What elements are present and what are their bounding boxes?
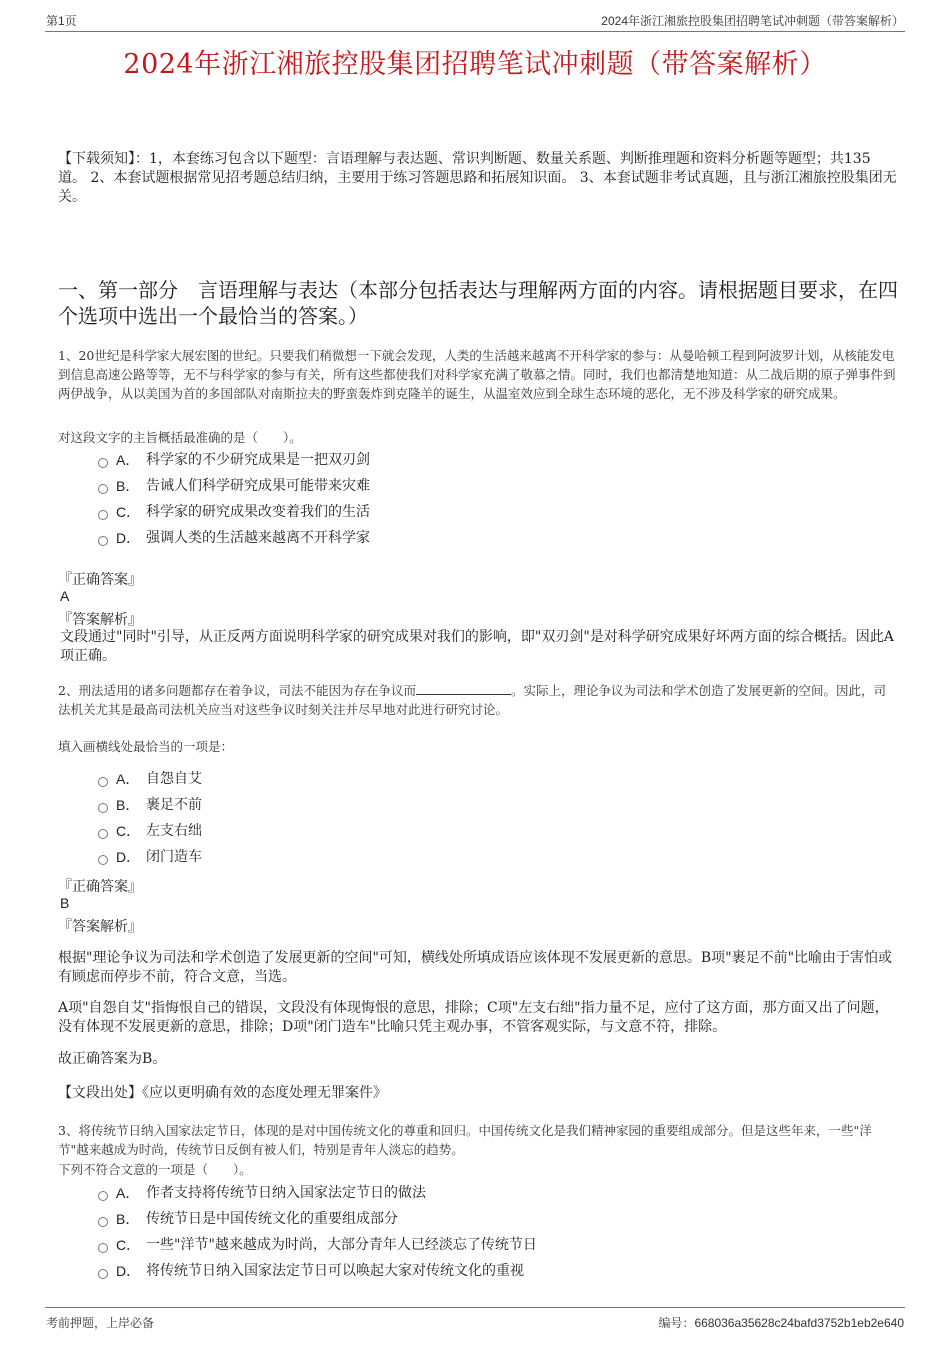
- question-2-analysis-2: A项"自怨自艾"指悔恨自己的错误，文段没有体现悔恨的意思，排除；C项"左支右绌"指力量不足，应付了这方面，那方面又出了问题，没有体现不发展更新的意思，排除；D项"闭门造车"比喻只凭主观办事，不管客观实际，与文意不符，排除。: [58, 1000, 889, 1035]
- question-2-text: 2、刑法适用的诸多问题都存在着争议，司法不能因为存在争议而 。实际上，理论争议为司法和学术创造了发展更新的空间。因此，司法机关尤其是最高司法机关应当对这些争议时刻关注并尽早地对此进行研究讨论。: [58, 683, 886, 717]
- question-1-option-a[interactable]: A． 科学家的不少研究成果是一把双刃剑: [98, 450, 370, 470]
- question-1-ask: 对这段文字的主旨概括最准确的是（ ）。: [58, 430, 302, 445]
- question-2-option-d[interactable]: D． 闭门造车: [98, 847, 202, 867]
- radio-icon[interactable]: [98, 484, 108, 494]
- radio-icon[interactable]: [98, 458, 108, 468]
- question-3-text: 3、将传统节日纳入国家法定节日，体现的是对中国传统文化的尊重和回归。中国传统文化是我们精神家园的重要组成部分。但是这些年来，一些"洋节"越来越成为时尚，传统节日反倒有被人们，特别是青年人淡忘的趋势。: [58, 1123, 872, 1157]
- section-heading: 一、第一部分 言语理解与表达（本部分包括表达与理解两方面的内容。请根据题目要求，在四个选项中选出一个最恰当的答案。）: [58, 278, 898, 328]
- radio-icon[interactable]: [98, 1243, 108, 1253]
- question-2-analysis-3: 故正确答案为B。: [58, 1051, 167, 1067]
- correct-answer-label: 『正确答案』: [58, 879, 142, 895]
- radio-icon[interactable]: [98, 1191, 108, 1201]
- correct-answer-label: 『正确答案』: [58, 572, 142, 588]
- radio-icon[interactable]: [98, 829, 108, 839]
- footer-divider: [45, 1307, 905, 1308]
- question-3-ask: 下列不符合文意的一项是（ ）。: [58, 1162, 252, 1177]
- question-3-option-a[interactable]: A． 作者支持将传统节日纳入国家法定节日的做法: [98, 1183, 426, 1203]
- question-1-option-d[interactable]: D． 强调人类的生活越来越离不开科学家: [98, 528, 370, 548]
- question-1-answer: A: [60, 588, 70, 604]
- question-3-option-c[interactable]: C． 一些"洋节"越来越成为时尚，大部分青年人已经淡忘了传统节日: [98, 1235, 537, 1255]
- question-1-option-b[interactable]: B． 告诫人们科学研究成果可能带来灾难: [98, 476, 370, 496]
- question-2-option-a[interactable]: A． 自怨自艾: [98, 769, 202, 789]
- question-3-option-b[interactable]: B． 传统节日是中国传统文化的重要组成部分: [98, 1209, 398, 1229]
- radio-icon[interactable]: [98, 1217, 108, 1227]
- footer-slogan: 考前押题，上岸必备: [46, 1316, 155, 1330]
- page-number: 第1页: [46, 14, 77, 28]
- download-notice: 【下载须知】：1，本套练习包含以下题型：言语理解与表达题、常识判断题、数量关系题、判断推理题和资料分析题等题型；共135道。 2、本套试题根据常见招考题总结归纳，主要用于练习答题思路和拓展知识面。 3、本套试题非考试真题，且与浙江湘旅控股集团无关。: [58, 151, 897, 205]
- header-doc-title: 2024年浙江湘旅控股集团招聘笔试冲刺题（带答案解析）: [601, 14, 904, 28]
- question-3-option-d[interactable]: D． 将传统节日纳入国家法定节日可以唤起大家对传统文化的重视: [98, 1261, 524, 1281]
- question-2-option-b[interactable]: B． 裹足不前: [98, 795, 202, 815]
- radio-icon[interactable]: [98, 1269, 108, 1279]
- header-divider: [45, 31, 905, 32]
- page-title: 2024年浙江湘旅控股集团招聘笔试冲刺题（带答案解析）: [123, 49, 827, 80]
- question-2-analysis-1: 根据"理论争议为司法和学术创造了发展更新的空间"可知，横线处所填成语应该体现不发展更新的意思。B项"裹足不前"比喻由于害怕或有顾虑而停步不前，符合文意，当选。: [58, 950, 893, 985]
- question-1-text: 1、20世纪是科学家大展宏图的世纪。只要我们稍微想一下就会发现，人类的生活越来越离不开科学家的参与：从曼哈顿工程到阿波罗计划，从核能发电到信息高速公路等等，无不与科学家的参与有关，所有这些都使我们对科学家充满了敬慕之情。同时，我们也都清楚地知道：从二战后期的原子弹事件到两伊战争，从以美国为首的多国部队对南斯拉夫的野蛮轰炸到克隆羊的诞生，从温室效应到全球生态环境的恶化，无不涉及科学家的研究成果。: [58, 348, 896, 401]
- analysis-label: 『答案解析』: [58, 612, 142, 628]
- question-1-option-c[interactable]: C． 科学家的研究成果改变着我们的生活: [98, 502, 370, 522]
- question-2-ask: 填入画横线处最恰当的一项是：: [58, 739, 234, 754]
- radio-icon[interactable]: [98, 536, 108, 546]
- footer-doc-id: 编号：668036a35628c24bafd3752b1eb2e640: [658, 1316, 904, 1330]
- radio-icon[interactable]: [98, 777, 108, 787]
- fill-blank: [416, 682, 511, 695]
- radio-icon[interactable]: [98, 803, 108, 813]
- radio-icon[interactable]: [98, 510, 108, 520]
- question-1-analysis: 文段通过"同时"引导，从正反两方面说明科学家的研究成果对我们的影响，即"双刃剑"是对科学研究成果好坏两方面的综合概括。因此A项正确。: [60, 629, 894, 664]
- question-2-answer: B: [60, 895, 70, 911]
- radio-icon[interactable]: [98, 855, 108, 865]
- analysis-label: 『答案解析』: [58, 919, 142, 935]
- question-2-option-c[interactable]: C． 左支右绌: [98, 821, 202, 841]
- question-2-source: 【文段出处】《应以更明确有效的态度处理无罪案件》: [58, 1085, 387, 1101]
